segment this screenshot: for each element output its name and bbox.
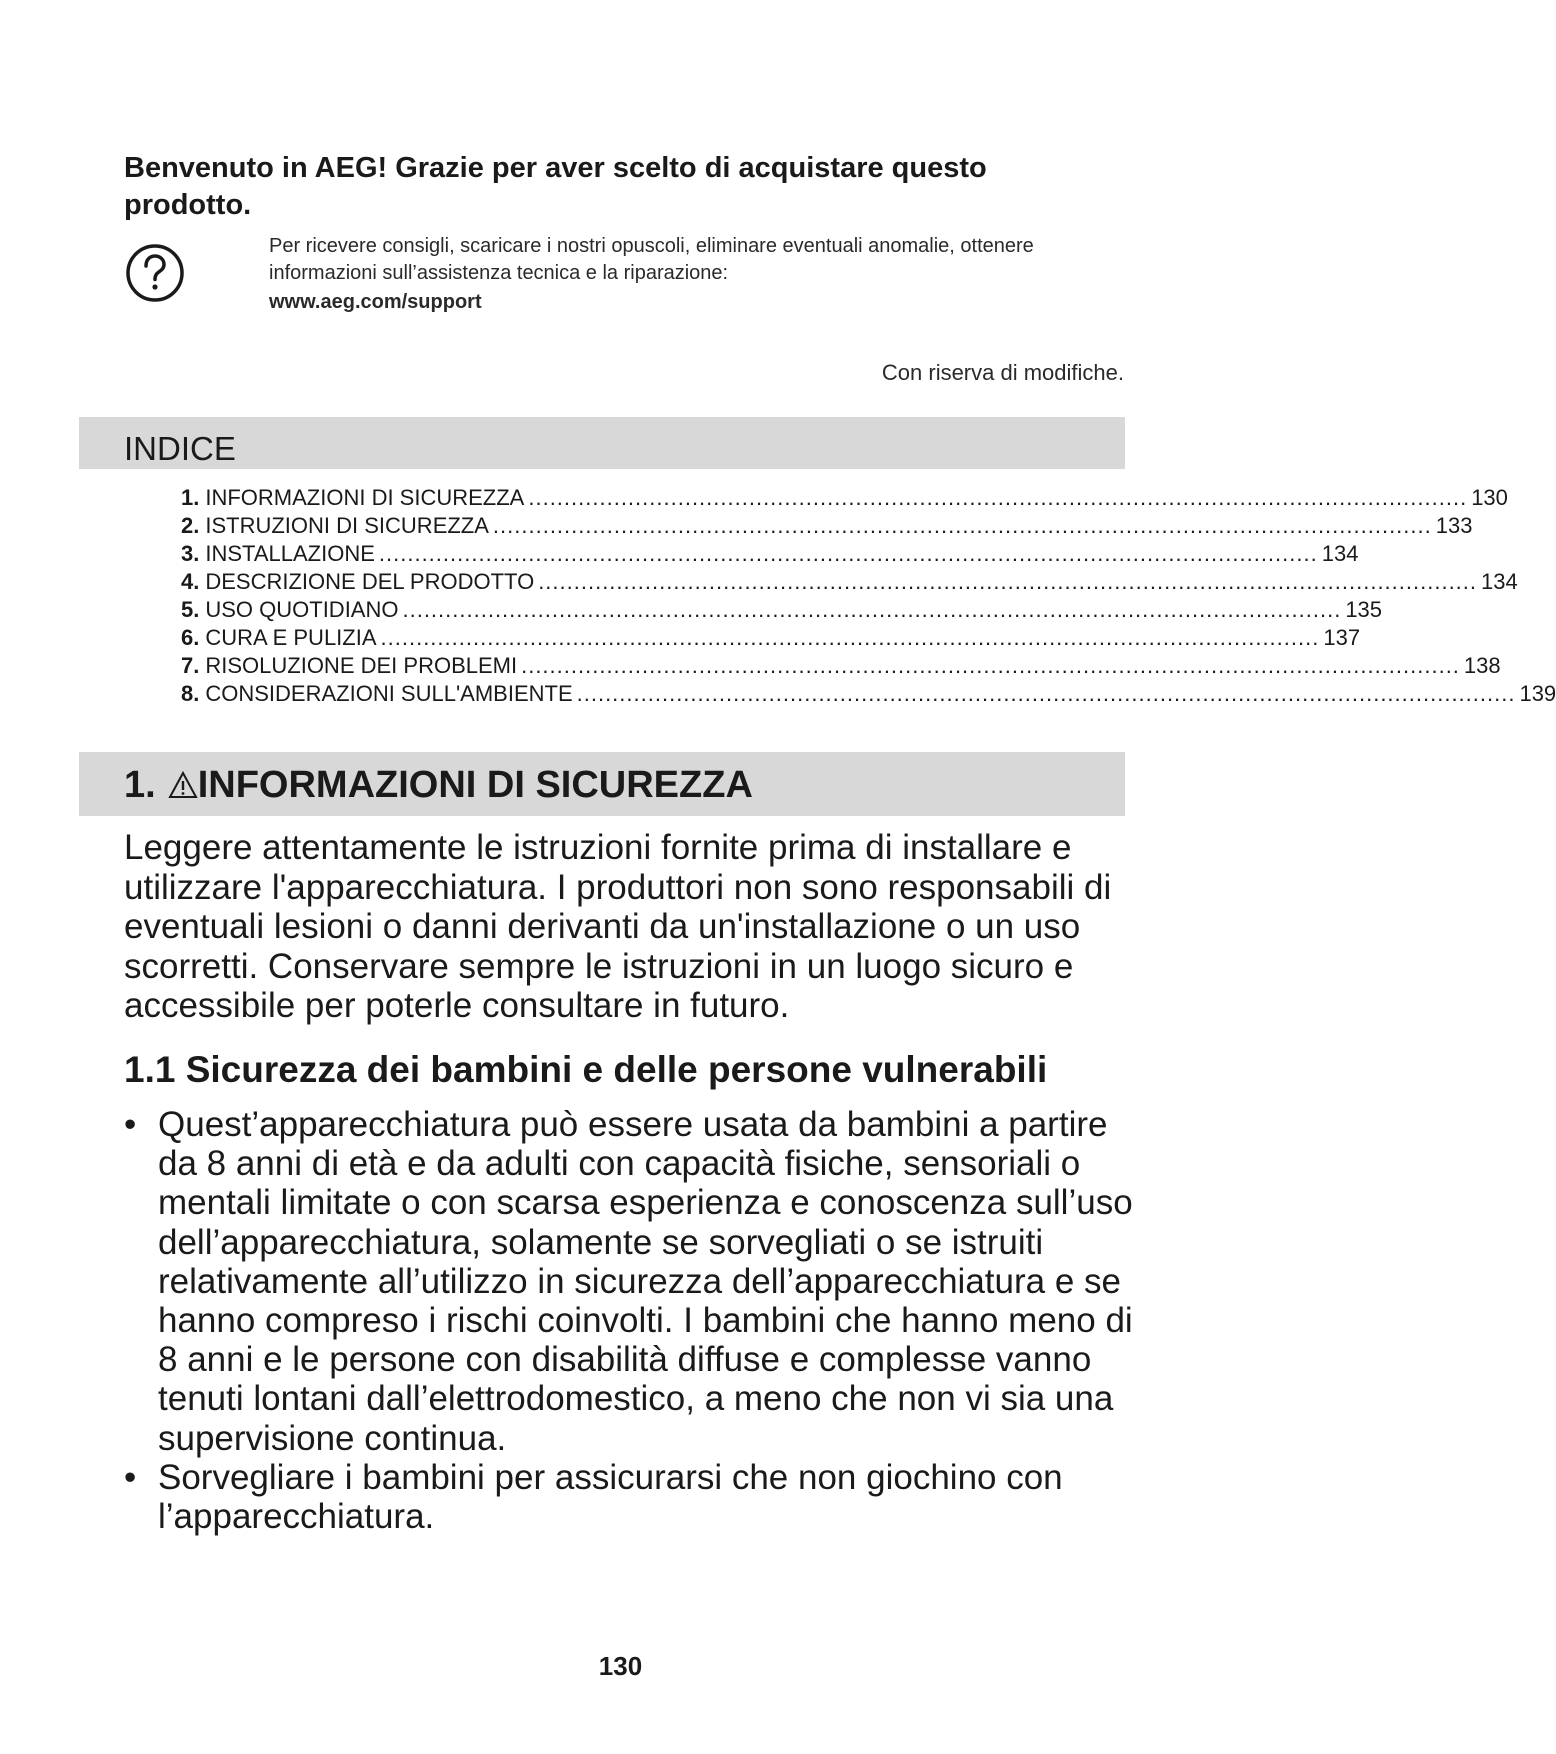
page-number: 130: [598, 1651, 643, 1681]
index-header-bar: [79, 417, 1125, 469]
toc-page: 133: [1435, 513, 1473, 538]
toc-leader: ....................................................................................................................................: [492, 513, 1432, 538]
reserve-note: Con riserva di modifiche.: [881, 360, 1124, 385]
toc-item[interactable]: [181, 512, 1473, 540]
toc-page: 134: [1321, 541, 1359, 566]
section-title: [124, 762, 753, 808]
toc-number: 8.: [181, 681, 200, 706]
toc-page: 139: [1519, 681, 1556, 706]
toc-item[interactable]: [181, 624, 1361, 652]
support-text: Per ricevere consigli, scaricare i nostri opuscoli, eliminare eventuali anomalie, ottenere informazioni sull’assistenza tecnica e la riparazione:: [269, 235, 1034, 284]
toc-number: 5.: [181, 597, 200, 622]
toc-page: 134: [1481, 569, 1518, 594]
toc-item[interactable]: [181, 484, 1508, 512]
question-circle-icon: [124, 242, 186, 304]
support-url-link[interactable]: www.aeg.com/support: [269, 291, 482, 313]
toc-item[interactable]: [181, 540, 1359, 568]
index-title: INDICE: [124, 430, 236, 467]
section-number: 1.: [124, 764, 156, 806]
bullet-marker: •: [124, 1105, 137, 1144]
toc-item[interactable]: [181, 652, 1501, 680]
subsection-title: 1.1 Sicurezza dei bambini e delle persone vulnerabili: [124, 1049, 1048, 1090]
bullet-marker: •: [124, 1457, 137, 1497]
toc-number: 7.: [181, 653, 200, 678]
toc-page: 130: [1471, 485, 1508, 510]
toc-leader: ....................................................................................................................................: [528, 485, 1468, 510]
toc-page: 137: [1323, 625, 1361, 650]
toc-leader: ....................................................................................................................................: [402, 597, 1342, 622]
section-header-bar: [79, 752, 1125, 816]
toc-page: 138: [1463, 653, 1501, 678]
support-block: [269, 233, 1089, 317]
warning-triangle-icon: [168, 771, 198, 799]
toc-title: INSTALLAZIONE: [205, 541, 375, 566]
section-heading-text: INFORMAZIONI DI SICUREZZA: [197, 764, 753, 806]
list-item-text: Sorvegliare i bambini per assicurarsi che non giochino con l’apparecchiatura.: [158, 1457, 1063, 1537]
toc-leader: ....................................................................................................................................: [521, 653, 1460, 678]
toc-title: RISOLUZIONE DEI PROBLEMI: [205, 653, 518, 678]
toc-title: CURA E PULIZIA: [205, 625, 377, 650]
toc-title: CONSIDERAZIONI SULL'AMBIENTE: [205, 681, 573, 706]
toc-leader: ....................................................................................................................................: [538, 569, 1478, 594]
list-item-text: Quest’apparecchiatura può essere usata da bambini a partire da 8 anni di età e da adulti con capacità fisiche, sensoriali o mentali limitate o con scarsa esperienza e conoscenza sull’uso dell’apparecchiatura, solamente se sorvegliati o se istruiti relativamente all’utilizzo in sicurezza dell’apparecchiatura e se hanno compreso i rischi coinvolti. I bambini che hanno meno di 8 anni e le persone con disabilità diffuse e complesse vanno tenuti lontani dall’elettrodomestico, a meno che non vi sia una supervisione continua.: [158, 1105, 1133, 1458]
toc-leader: ....................................................................................................................................: [380, 625, 1320, 650]
toc-item[interactable]: [181, 596, 1383, 624]
toc-number: 6.: [181, 625, 200, 650]
table-of-contents: [181, 484, 1556, 708]
toc-number: 3.: [181, 541, 200, 566]
toc-item[interactable]: [181, 680, 1556, 708]
toc-number: 4.: [181, 569, 200, 594]
toc-number: 2.: [181, 513, 200, 538]
toc-number: 1.: [181, 485, 200, 510]
welcome-heading: Benvenuto in AEG! Grazie per aver scelto di acquistare questo prodotto.: [124, 152, 987, 221]
bullet-list: [124, 1105, 1134, 1536]
list-item: [124, 1458, 1134, 1536]
list-item: [124, 1105, 1134, 1458]
toc-leader: ....................................................................................................................................: [378, 541, 1318, 566]
toc-title: DESCRIZIONE DEL PRODOTTO: [205, 569, 535, 594]
toc-title: ISTRUZIONI DI SICUREZZA: [205, 513, 489, 538]
toc-title: INFORMAZIONI DI SICUREZZA: [205, 485, 525, 510]
toc-page: 135: [1345, 597, 1383, 622]
toc-item[interactable]: [181, 568, 1518, 596]
intro-paragraph: Leggere attentamente le istruzioni fornite prima di installare e utilizzare l'apparecchiatura. I produttori non sono responsabili di eventuali lesioni o danni derivanti da un'installazione o un uso scorretti. Conservare sempre le istruzioni in un luogo sicuro e accessibile per poterle consultare in futuro.: [124, 828, 1112, 1025]
toc-leader: ....................................................................................................................................: [576, 681, 1516, 706]
toc-title: USO QUOTIDIANO: [205, 597, 399, 622]
